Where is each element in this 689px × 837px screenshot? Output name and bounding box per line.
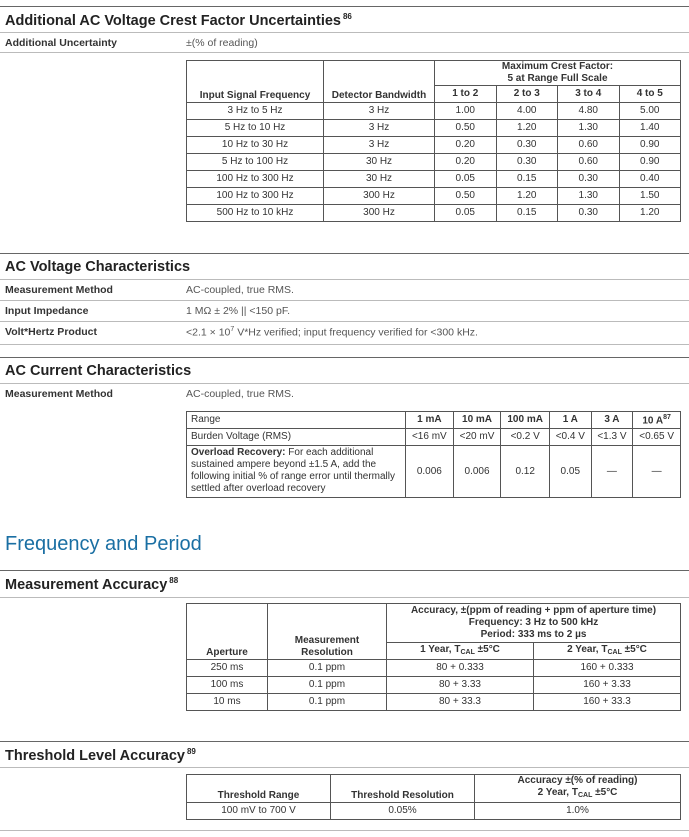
table-cell: <0.2 V [501,429,550,446]
table-cell: 0.006 [406,446,454,498]
table-header-cell: Accuracy ±(% of reading) 2 Year, $T_{CAL} \pm 5^\circ C$ [475,775,681,803]
table-cell: 300 Hz [324,205,435,222]
row-label: Input Impedance [5,305,89,317]
table-cell: 10 Hz to 30 Hz [187,137,324,154]
row-divider [0,279,689,280]
table-cell: 0.1 ppm [268,694,387,711]
table-cell: 0.60 [558,137,620,154]
row-divider [0,383,689,384]
table-row [187,188,681,205]
table-row [187,446,681,498]
table-header-cell: 2 Year, $T_{CAL} \pm 5^\circ C$ [533,643,680,660]
table-cell: 0.20 [435,137,497,154]
table-header-cell: Measurement Resolution [268,604,387,660]
table-row [187,154,681,171]
table-cell: 250 ms [187,660,268,677]
crest-factor-table [186,60,681,222]
table-cell: 3 Hz [324,103,435,120]
table-header-cell: 10 mA [453,412,501,429]
footnote-marker: 89 [186,747,196,756]
section-divider [0,6,689,7]
table-cell: 0.05% [331,803,475,820]
table-cell: 1.20 [496,120,558,137]
table-header-cell: 1 mA [406,412,454,429]
table-cell: 1.30 [558,120,620,137]
table-cell: 30 Hz [324,171,435,188]
table-cell: 1.40 [619,120,681,137]
table-cell: — [633,446,681,498]
table-header-cell: Threshold Resolution [331,775,475,803]
table-cell: 0.05 [549,446,591,498]
table-header-cell: Threshold Range [187,775,331,803]
table-cell: 5.00 [619,103,681,120]
table-cell: 4.80 [558,103,620,120]
table-header-cell: 3 A [591,412,633,429]
table-header-cell: 3 to 4 [558,86,620,103]
table-row-label: Burden Voltage (RMS) [187,429,406,446]
table-cell: 0.006 [453,446,501,498]
table-cell: 0.30 [496,154,558,171]
table-cell: 0.05 [435,205,497,222]
table-cell: <0.4 V [549,429,591,446]
table-header-cell: 1 A [549,412,591,429]
table-group-header: Accuracy, ±(ppm of reading + ppm of aperture time) Frequency: 3 Hz to 500 kHz Period: 333 ms to 2 µs [387,604,681,643]
footnote-marker: 88 [169,576,179,585]
table-row-label: Range [187,412,406,429]
table-cell: 3 Hz [324,137,435,154]
table-cell: 0.90 [619,154,681,171]
footnote-marker: 87 [663,414,671,422]
table-cell: <16 mV [406,429,454,446]
table-group-header: Maximum Crest Factor: 5 at Range Full Scale [435,61,681,86]
table-cell: 0.15 [496,205,558,222]
table-cell: 1.00 [435,103,497,120]
table-cell: 1.20 [619,205,681,222]
table-cell: 160 + 3.33 [533,677,680,694]
table-header-cell: 1 to 2 [435,86,497,103]
table-row-label: Overload Recovery: For each additional sustained ampere beyond ±1.5 A, add the following initial % of range error until thermally settled after overload recovery [187,446,406,498]
table-cell: 0.20 [435,154,497,171]
table-header-cell: 10 $A^{87}$ [633,412,681,429]
table-row [187,120,681,137]
table-header-cell: Detector Bandwidth [324,61,435,103]
row-value: $<2.1 \times 10^7$ V*Hz verified; input frequency verified for <300 kHz. [186,326,478,339]
table-cell: 0.50 [435,120,497,137]
section-title-ac-voltage: AC Voltage Characteristics [5,259,191,275]
table-cell: — [591,446,633,498]
row-divider [0,52,689,53]
row-value: AC-coupled, true RMS. [186,284,294,296]
table-cell: 0.1 ppm [268,677,387,694]
table-header-cell: 1 Year, $T_{CAL} \pm 5^\circ C$ [387,643,534,660]
table-cell: 100 mV to 700 V [187,803,331,820]
table-cell: 1.30 [558,188,620,205]
table-cell: 0.40 [619,171,681,188]
table-cell: 5 Hz to 10 Hz [187,120,324,137]
table-cell: 0.90 [619,137,681,154]
table-header-cell: 4 to 5 [619,86,681,103]
table-cell: 0.1 ppm [268,660,387,677]
table-row [187,775,681,803]
section-divider [0,741,689,742]
table-cell: 4.00 [496,103,558,120]
table-cell: <1.3 V [591,429,633,446]
row-divider [0,344,689,345]
row-label: Measurement Method [5,388,113,400]
table-cell: 0.30 [558,205,620,222]
table-row [187,205,681,222]
table-cell: 0.50 [435,188,497,205]
row-divider [0,767,689,768]
table-cell: 0.15 [496,171,558,188]
row-divider [0,830,689,831]
table-row [187,604,681,643]
table-cell: 80 + 33.3 [387,694,534,711]
table-cell: 100 Hz to 300 Hz [187,171,324,188]
table-cell: 100 Hz to 300 Hz [187,188,324,205]
table-cell: 1.0% [475,803,681,820]
row-value: 1 MΩ ± 2% || <150 pF. [186,305,290,317]
table-cell: 0.30 [496,137,558,154]
row-divider [0,300,689,301]
table-row [187,171,681,188]
table-cell: 0.30 [558,171,620,188]
table-cell: 3 Hz to 5 Hz [187,103,324,120]
table-row [187,803,681,820]
section-divider [0,570,689,571]
table-cell: 5 Hz to 100 Hz [187,154,324,171]
ac-current-table [186,411,681,498]
row-divider [0,321,689,322]
table-cell: 160 + 33.3 [533,694,680,711]
table-row [187,429,681,446]
table-row [187,660,681,677]
table-cell: 0.12 [501,446,550,498]
table-row [187,137,681,154]
table-cell: 30 Hz [324,154,435,171]
table-cell: 500 Hz to 10 kHz [187,205,324,222]
row-divider [0,32,689,33]
row-value: ±(% of reading) [186,37,258,49]
table-header-cell: Input Signal Frequency [187,61,324,103]
threshold-table [186,774,681,820]
table-cell: 3 Hz [324,120,435,137]
table-cell: 0.60 [558,154,620,171]
section-divider [0,357,689,358]
section-title-threshold-accuracy: Threshold Level Accuracy $^{89}$ [5,747,196,764]
row-value: AC-coupled, true RMS. [186,388,294,400]
table-row [187,103,681,120]
table-row [187,677,681,694]
chapter-title: Frequency and Period [5,533,202,555]
section-title-ac-current: AC Current Characteristics [5,363,192,379]
table-row [187,61,681,86]
table-cell: 100 ms [187,677,268,694]
table-cell: 1.20 [496,188,558,205]
table-cell: <20 mV [453,429,501,446]
row-divider [0,597,689,598]
measurement-accuracy-table [186,603,681,711]
section-title-measurement-accuracy: Measurement Accuracy $^{88}$ [5,576,179,593]
row-label: Measurement Method [5,284,113,296]
table-header-cell: 2 to 3 [496,86,558,103]
table-cell: 80 + 0.333 [387,660,534,677]
section-title-crest-factor: Additional AC Voltage Crest Factor Uncertainties $^{86}$ [5,12,352,29]
table-cell: 80 + 3.33 [387,677,534,694]
table-row [187,412,681,429]
table-header-cell: Aperture [187,604,268,660]
table-header-cell: 100 mA [501,412,550,429]
section-divider [0,253,689,254]
table-cell: 10 ms [187,694,268,711]
row-label: Additional Uncertainty [5,37,118,49]
table-cell: 1.50 [619,188,681,205]
footnote-marker: 86 [342,12,352,21]
row-label: Volt*Hertz Product [5,326,97,338]
table-cell: 0.05 [435,171,497,188]
table-cell: 160 + 0.333 [533,660,680,677]
table-cell: 300 Hz [324,188,435,205]
table-cell: <0.65 V [633,429,681,446]
table-row [187,694,681,711]
